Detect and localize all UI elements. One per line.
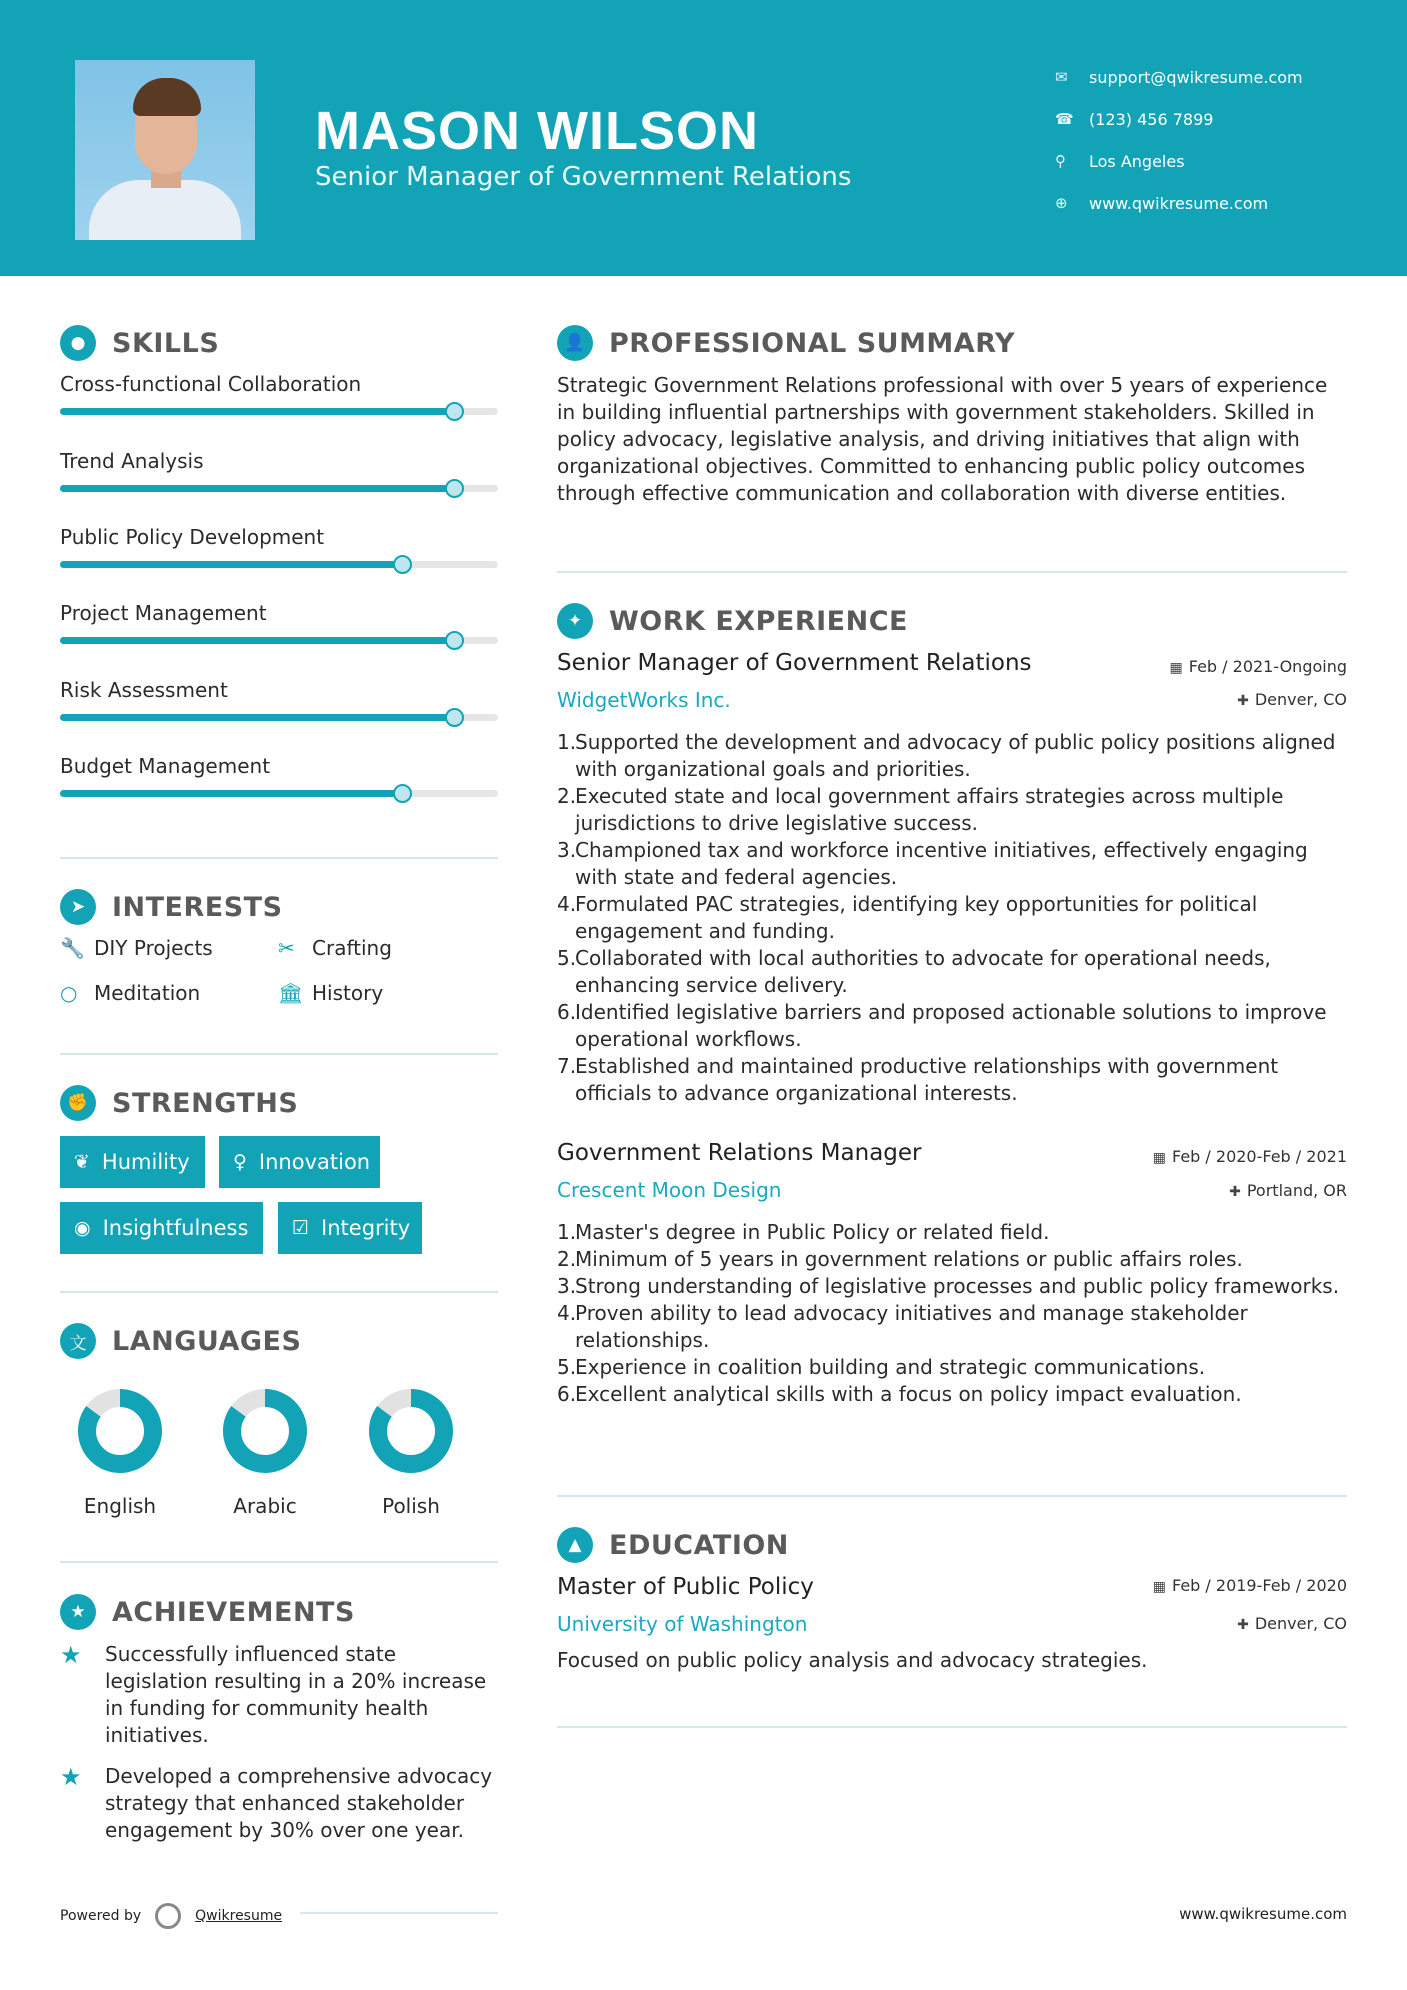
skill-bar-fill: [60, 408, 454, 415]
skills-heading: ● SKILLS: [60, 325, 219, 361]
summary-heading: 👤 PROFESSIONAL SUMMARY: [557, 325, 1015, 361]
achievements-heading: ★ ACHIEVEMENTS: [60, 1594, 355, 1630]
skill-bar-fill: [60, 637, 454, 644]
paper-plane-icon: ➤: [60, 889, 96, 925]
circle-icon: ○: [60, 981, 78, 1005]
skill-bar-knob: [445, 479, 464, 498]
map-pin-icon: ⚲: [1055, 152, 1066, 170]
achievement-item: ★ Developed a comprehensive advocacy strategy that enhanced stakeholder engagement by 30% over one year.: [60, 1763, 493, 1842]
achievement-item: ★ Successfully influenced state legislation resulting in a 20% increase in funding for community health initiatives.: [60, 1641, 487, 1747]
powered-by: Powered by Qwikresume: [60, 1903, 282, 1929]
eye-icon: ◉: [74, 1217, 91, 1239]
list-item: 6. Identified legislative barriers and proposed actionable solutions to improve operational workflows.: [557, 1000, 1327, 1051]
list-item: 2. Executed state and local government affairs strategies across multiple jurisdictions to drive legislative success.: [557, 784, 1284, 835]
list-item: 4. Formulated PAC strategies, identifying key opportunities for political engagement and funding.: [557, 892, 1258, 943]
strength-badge: ☑ Integrity: [278, 1202, 422, 1254]
skill-item: Trend Analysis: [60, 449, 498, 473]
job-company: Crescent Moon Design: [557, 1178, 782, 1202]
list-item: 4. Proven ability to lead advocacy initiatives and manage stakeholder relationships.: [557, 1301, 1248, 1352]
skill-bar-knob: [393, 784, 412, 803]
list-item: 3. Championed tax and workforce incentive initiatives, effectively engaging with state and federal agencies.: [557, 838, 1308, 889]
language-donut: [220, 1386, 310, 1476]
calendar-icon: ▦: [1152, 1150, 1166, 1166]
list-item: 6. Excellent analytical skills with a focus on policy impact evaluation.: [557, 1382, 1242, 1406]
footer-url[interactable]: www.qwikresume.com: [1179, 1905, 1347, 1923]
skill-bar: [60, 714, 498, 721]
candidate-title: Senior Manager of Government Relations: [315, 162, 852, 192]
interest-item: ○ Meditation: [60, 981, 201, 1005]
skill-bar: [60, 485, 498, 492]
section-divider: [557, 1495, 1347, 1497]
interest-item: 🔧 DIY Projects: [60, 936, 213, 960]
header-banner: [0, 0, 1407, 276]
degree-title: Master of Public Policy: [557, 1574, 814, 1600]
user-icon: 👤: [557, 325, 593, 361]
section-divider: [60, 1561, 498, 1563]
section-divider: [60, 857, 498, 859]
job-title: Government Relations Manager: [557, 1140, 922, 1166]
language-item: Arabic: [205, 1386, 325, 1518]
strength-badge: ♀ Innovation: [219, 1136, 380, 1188]
list-item: 2. Minimum of 5 years in government relations or public affairs roles.: [557, 1247, 1243, 1271]
skill-bar: [60, 561, 498, 568]
brand-link[interactable]: Qwikresume: [195, 1908, 283, 1924]
list-item: 5. Experience in coalition building and strategic communications.: [557, 1355, 1206, 1379]
education-location: ✚ Denver, CO: [1237, 1614, 1347, 1633]
list-item: 1. Supported the development and advocacy of public policy positions aligned with organizational goals and priorities.: [557, 730, 1336, 781]
job-location: ✚ Portland, OR: [1229, 1181, 1347, 1200]
job-title: Senior Manager of Government Relations: [557, 650, 1032, 676]
skill-bar-knob: [445, 402, 464, 421]
skill-item: Cross-functional Collaboration: [60, 372, 498, 396]
star-icon: ★: [60, 1763, 82, 1791]
languages-heading: 文 LANGUAGES: [60, 1323, 301, 1359]
skill-bar-knob: [445, 631, 464, 650]
check-square-icon: ☑: [292, 1217, 310, 1239]
job-dates: ▦ Feb / 2021-Ongoing: [1169, 657, 1347, 676]
contact-phone[interactable]: ☎ (123) 456 7899: [1055, 109, 1214, 129]
museum-icon: 🏛: [278, 981, 304, 1005]
job-bullets: [557, 1219, 1347, 1408]
job-company: WidgetWorks Inc.: [557, 688, 731, 712]
skill-bar-knob: [445, 708, 464, 727]
section-divider: [557, 571, 1347, 573]
envelope-icon: ✉: [1055, 68, 1068, 86]
skill-bar-knob: [393, 555, 412, 574]
skill-bar-fill: [60, 485, 454, 492]
skill-bar: [60, 637, 498, 644]
list-item: 7. Established and maintained productive relationships with government officials to advance organizational interests.: [557, 1054, 1279, 1105]
interest-item: 🏛 History: [278, 981, 384, 1005]
language-item: English: [60, 1386, 180, 1518]
contact-website[interactable]: ⊕ www.qwikresume.com: [1055, 193, 1269, 213]
skill-bar-fill: [60, 714, 454, 721]
contact-location: ⚲ Los Angeles: [1055, 151, 1185, 171]
contact-email[interactable]: ✉ support@qwikresume.com: [1055, 67, 1303, 87]
education-heading: ▲ EDUCATION: [557, 1527, 789, 1563]
school-name: University of Washington: [557, 1612, 808, 1636]
education-description: Focused on public policy analysis and advocacy strategies.: [557, 1648, 1148, 1672]
strength-badge: ◉ Insightfulness: [60, 1202, 263, 1254]
strengths-heading: ✊ STRENGTHS: [60, 1085, 298, 1121]
strength-badge: ❦ Humility: [60, 1136, 205, 1188]
calendar-icon: ▦: [1169, 660, 1183, 676]
list-item: 5. Collaborated with local authorities to advocate for operational needs, enhancing service delivery.: [557, 946, 1271, 997]
globe-icon: ⊕: [1055, 194, 1068, 212]
skill-item: Project Management: [60, 601, 498, 625]
fist-icon: ✊: [60, 1085, 96, 1121]
calendar-icon: ▦: [1152, 1579, 1166, 1595]
pushpin-icon: ✚: [1229, 1184, 1241, 1200]
language-donut: [75, 1386, 165, 1476]
skill-item: Budget Management: [60, 754, 498, 778]
skill-bar: [60, 790, 498, 797]
skill-bar-fill: [60, 790, 402, 797]
language-donut: [366, 1386, 456, 1476]
pushpin-icon: ✚: [1237, 693, 1249, 709]
list-item: 1. Master's degree in Public Policy or related field.: [557, 1220, 1050, 1244]
profile-photo: [75, 60, 255, 240]
summary-text: Strategic Government Relations professional with over 5 years of experience in building influential partnerships with government stakeholders. Skilled in policy advocacy, legislative analysis, and driving initiatives that align with organizational objectives. Committed to enhancing public policy outcomes through effective communication and collaboration with diverse entities.: [557, 373, 1328, 505]
contact-list: [1055, 56, 1303, 224]
section-divider: [60, 1053, 498, 1055]
wrench-icon: 🔧: [60, 936, 85, 960]
footer-divider: [300, 1912, 498, 1914]
phone-icon: ☎: [1055, 110, 1074, 128]
interest-item: ✂ Crafting: [278, 936, 392, 960]
scissors-icon: ✂: [278, 936, 295, 960]
lightbulb-icon: ●: [60, 325, 96, 361]
star-badge-icon: ★: [60, 1594, 96, 1630]
star-icon: ★: [60, 1641, 82, 1669]
pushpin-icon: ✚: [1237, 1617, 1249, 1633]
skill-item: Public Policy Development: [60, 525, 498, 549]
skill-bar-fill: [60, 561, 402, 568]
job-location: ✚ Denver, CO: [1237, 690, 1347, 709]
leaf-icon: ❦: [74, 1151, 90, 1173]
list-item: 3. Strong understanding of legislative processes and public policy frameworks.: [557, 1274, 1340, 1298]
section-divider: [557, 1726, 1347, 1728]
skill-bar: [60, 408, 498, 415]
experience-heading: ✦ WORK EXPERIENCE: [557, 603, 908, 639]
candidate-name: MASON WILSON: [315, 101, 759, 161]
briefcase-icon: ✦: [557, 603, 593, 639]
section-divider: [60, 1291, 498, 1293]
education-dates: ▦ Feb / 2019-Feb / 2020: [1152, 1576, 1347, 1595]
language-item: Polish: [351, 1386, 471, 1518]
qwikresume-logo-icon: [155, 1903, 181, 1929]
graduation-cap-icon: ▲: [557, 1527, 593, 1563]
job-dates: ▦ Feb / 2020-Feb / 2021: [1152, 1147, 1347, 1166]
job-bullets: [557, 729, 1347, 1107]
skill-item: Risk Assessment: [60, 678, 498, 702]
interests-heading: ➤ INTERESTS: [60, 889, 283, 925]
language-icon: 文: [60, 1323, 96, 1359]
lightbulb-icon: ♀: [233, 1151, 247, 1173]
